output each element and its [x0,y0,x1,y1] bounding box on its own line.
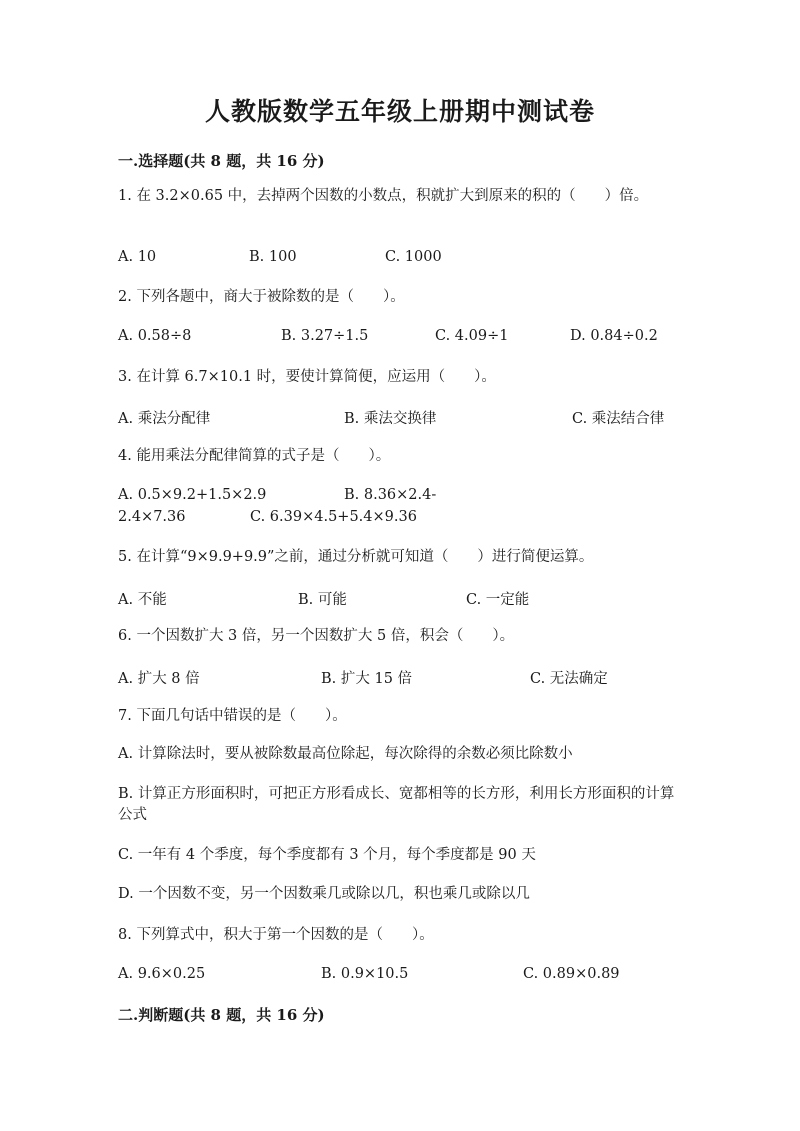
question-7-option-b[interactable]: B. 计算正方形面积时，可把正方形看成长、宽都相等的长方形，利用长方形面积的计算公式 [118,786,675,823]
question-1-option-a[interactable]: A. 10 [118,249,157,265]
question-3-option-c[interactable]: C. 乘法结合律 [572,411,665,427]
question-4-option-c[interactable]: C. 6.39×4.5+5.4×9.36 [250,509,417,525]
question-1-stem: 1. 在 3.2×0.65 中，去掉两个因数的小数点，积就扩大到原来的积的（ ）倍。 [118,188,649,204]
question-2-option-b[interactable]: B. 3.27÷1.5 [281,328,369,344]
question-6-option-c[interactable]: C. 无法确定 [530,671,608,687]
question-2-option-d[interactable]: D. 0.84÷0.2 [570,328,658,344]
question-7-option-a[interactable]: A. 计算除法时，要从被除数最高位除起，每次除得的余数必须比除数小 [118,746,573,762]
question-5-option-c[interactable]: C. 一定能 [466,592,530,608]
question-3-option-a[interactable]: A. 乘法分配律 [118,411,211,427]
question-7-option-d[interactable]: D. 一个因数不变，另一个因数乘几或除以几，积也乘几或除以几 [118,886,530,902]
question-4-stem: 4. 能用乘法分配律简算的式子是（ ）。 [118,448,391,464]
section-heading-judgement: 二.判断题(共 8 题，共 16 分) [118,1006,325,1024]
question-3-option-b[interactable]: B. 乘法交换律 [344,411,437,427]
question-8-option-a[interactable]: A. 9.6×0.25 [118,966,206,982]
question-7-stem: 7. 下面几句话中错误的是（ ）。 [118,708,347,724]
question-8-stem: 8. 下列算式中，积大于第一个因数的是（ ）。 [118,927,434,943]
question-4-options-line1 [118,487,678,509]
question-6-stem: 6. 一个因数扩大 3 倍，另一个因数扩大 5 倍，积会（ ）。 [118,628,515,644]
question-2-option-a[interactable]: A. 0.58÷8 [118,328,192,344]
question-4-options-line2 [118,509,678,531]
question-1-options [118,249,678,271]
question-8-option-c[interactable]: C. 0.89×0.89 [523,966,620,982]
question-2-option-c[interactable]: C. 4.09÷1 [435,328,509,344]
question-5-stem: 5. 在计算“9×9.9+9.9”之前，通过分析就可知道（ ）进行简便运算。 [118,549,594,565]
section-heading-choice: 一.选择题(共 8 题，共 16 分) [118,152,325,170]
question-6-options [118,667,678,689]
question-8-option-b[interactable]: B. 0.9×10.5 [321,966,409,982]
question-1-option-c[interactable]: C. 1000 [385,249,442,265]
question-4-option-b[interactable]: B. 8.36×2.4- [344,487,437,503]
question-4-option-b-continued[interactable]: 2.4×7.36 [118,509,186,525]
question-6-option-b[interactable]: B. 扩大 15 倍 [321,671,413,687]
question-5-options [118,588,678,610]
question-7-option-c[interactable]: C. 一年有 4 个季度，每个季度都有 3 个月，每个季度都是 90 天 [118,847,536,863]
question-2-stem: 2. 下列各题中，商大于被除数的是（ ）。 [118,289,405,305]
question-4-option-a[interactable]: A. 0.5×9.2+1.5×2.9 [118,487,267,503]
question-2-options [118,328,678,350]
question-3-stem: 3. 在计算 6.7×10.1 时，要使计算简便，应运用（ ）。 [118,369,496,385]
question-1-option-b[interactable]: B. 100 [249,249,297,265]
question-8-options [118,966,678,988]
question-3-options [118,407,678,429]
question-5-option-a[interactable]: A. 不能 [118,592,167,608]
question-5-option-b[interactable]: B. 可能 [298,592,347,608]
page-title: 人教版数学五年级上册期中测试卷 [204,97,595,126]
question-6-option-a[interactable]: A. 扩大 8 倍 [118,671,200,687]
